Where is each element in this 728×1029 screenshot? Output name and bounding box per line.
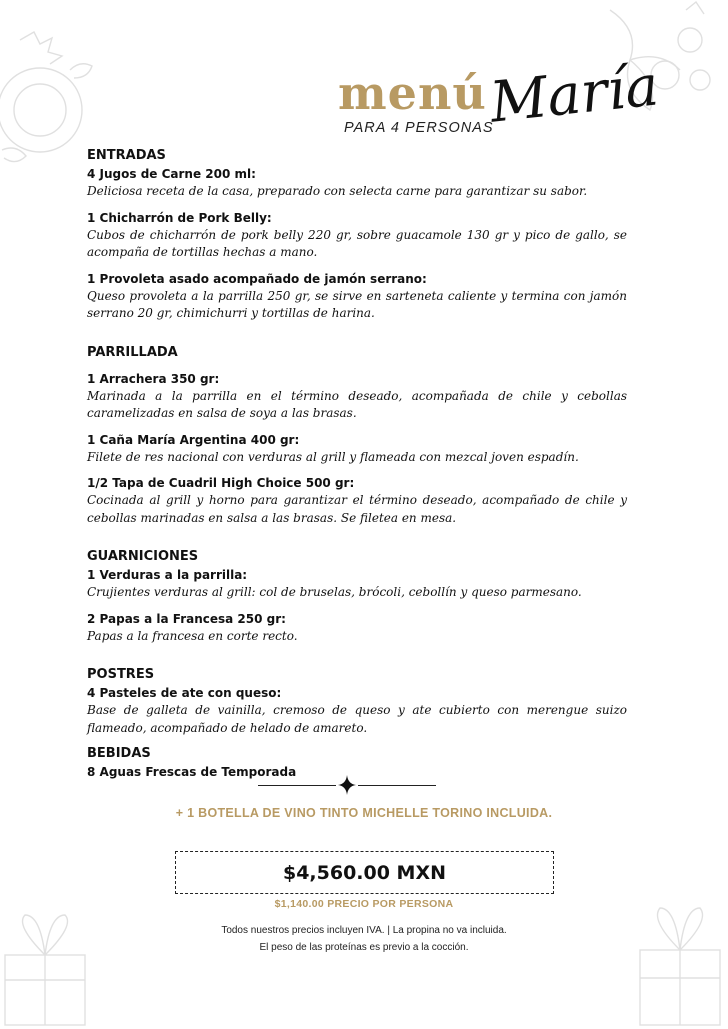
item-name: 1 Chicharrón de Pork Belly:: [87, 210, 272, 225]
included-wine: + 1 BOTELLA DE VINO TINTO MICHELLE TORINO INCLUIDA.: [175, 806, 553, 820]
menu-subtitle: PARA 4 PERSONAS: [344, 120, 494, 136]
menu-content: [87, 147, 627, 781]
item-name: 1 Arrachera 350 gr:: [87, 371, 220, 386]
section-parrillada: [87, 344, 627, 528]
menu-name-script: María: [487, 53, 662, 136]
ornament-divider: [258, 775, 436, 795]
price-box: [175, 851, 554, 894]
item-name: 1/2 Tapa de Cuadril High Choice 500 gr:: [87, 476, 355, 490]
tax-note: Todos nuestros precios incluyen IVA. | La propina no va incluida.: [221, 925, 507, 936]
item-name: 4 Pasteles de ate con queso:: [87, 686, 282, 700]
item-description: Filete de res nacional con verduras al grill y flameada con mezcal joven espadín.: [87, 449, 579, 464]
sparkle-icon: [338, 775, 356, 795]
item-name: 1 Provoleta asado acompañado de jamón serrano:: [87, 271, 427, 286]
item-name: 4 Jugos de Carne 200 ml:: [87, 167, 256, 181]
section-title: GUARNICIONES: [87, 549, 199, 564]
item-description: Base de galleta de vainilla, cremoso de queso y ate cubierto con merengue suizo flameado, acompañado de helado de amareto.: [87, 703, 627, 735]
item-name: 1 Caña María Argentina 400 gr:: [87, 432, 300, 447]
item-description: Queso provoleta a la parrilla 250 gr, se sirve en sarteneta caliente y termina con jamón serrano 20 gr, chimichurri y tortillas de harina.: [87, 288, 627, 320]
section-guarniciones: [87, 548, 627, 645]
item-description: Cocinada al grill y horno para garantizar el término deseado, acompañado de chile y cebollas marinadas en salsa a las brasas. Se filetea en mesa.: [87, 493, 627, 525]
item-description: Papas a la francesa en corte recto.: [87, 628, 298, 643]
item-description: Deliciosa receta de la casa, preparado con selecta carne para garantizar su sabor.: [87, 184, 588, 198]
item-name: 8 Aguas Frescas de Temporada: [87, 765, 297, 779]
item-description: Cubos de chicharrón de pork belly 220 gr, sobre guacamole 130 gr y pico de gallo, se acompaña de tortillas hechas a mano.: [87, 227, 627, 259]
gift-decoration-left-icon: [0, 900, 120, 1029]
weight-note: El peso de las proteínas es previo a la cocción.: [259, 942, 469, 953]
section-title: POSTRES: [87, 667, 155, 682]
price-per-person: $1,140.00 PRECIO POR PERSONA: [274, 898, 454, 910]
item-description: Crujientes verduras al grill: col de bruselas, brócoli, cebollín y queso parmesano.: [87, 585, 582, 599]
section-postres: [87, 666, 627, 737]
item-description: Marinada a la parrilla en el término deseado, acompañada de chile y cebollas caramelizadas en salsa de soya a las brasas.: [87, 388, 627, 420]
total-price: $4,560.00 MXN: [282, 861, 447, 884]
section-entradas: [87, 147, 627, 323]
section-title: PARRILLADA: [87, 344, 178, 360]
gift-decoration-right-icon: [610, 900, 728, 1029]
item-name: 1 Verduras a la parrilla:: [87, 568, 248, 582]
section-title: BEBIDAS: [87, 746, 151, 761]
section-title: ENTRADAS: [87, 148, 166, 163]
item-name: 2 Papas a la Francesa 250 gr:: [87, 611, 286, 626]
menu-brand: menú: [338, 66, 487, 120]
